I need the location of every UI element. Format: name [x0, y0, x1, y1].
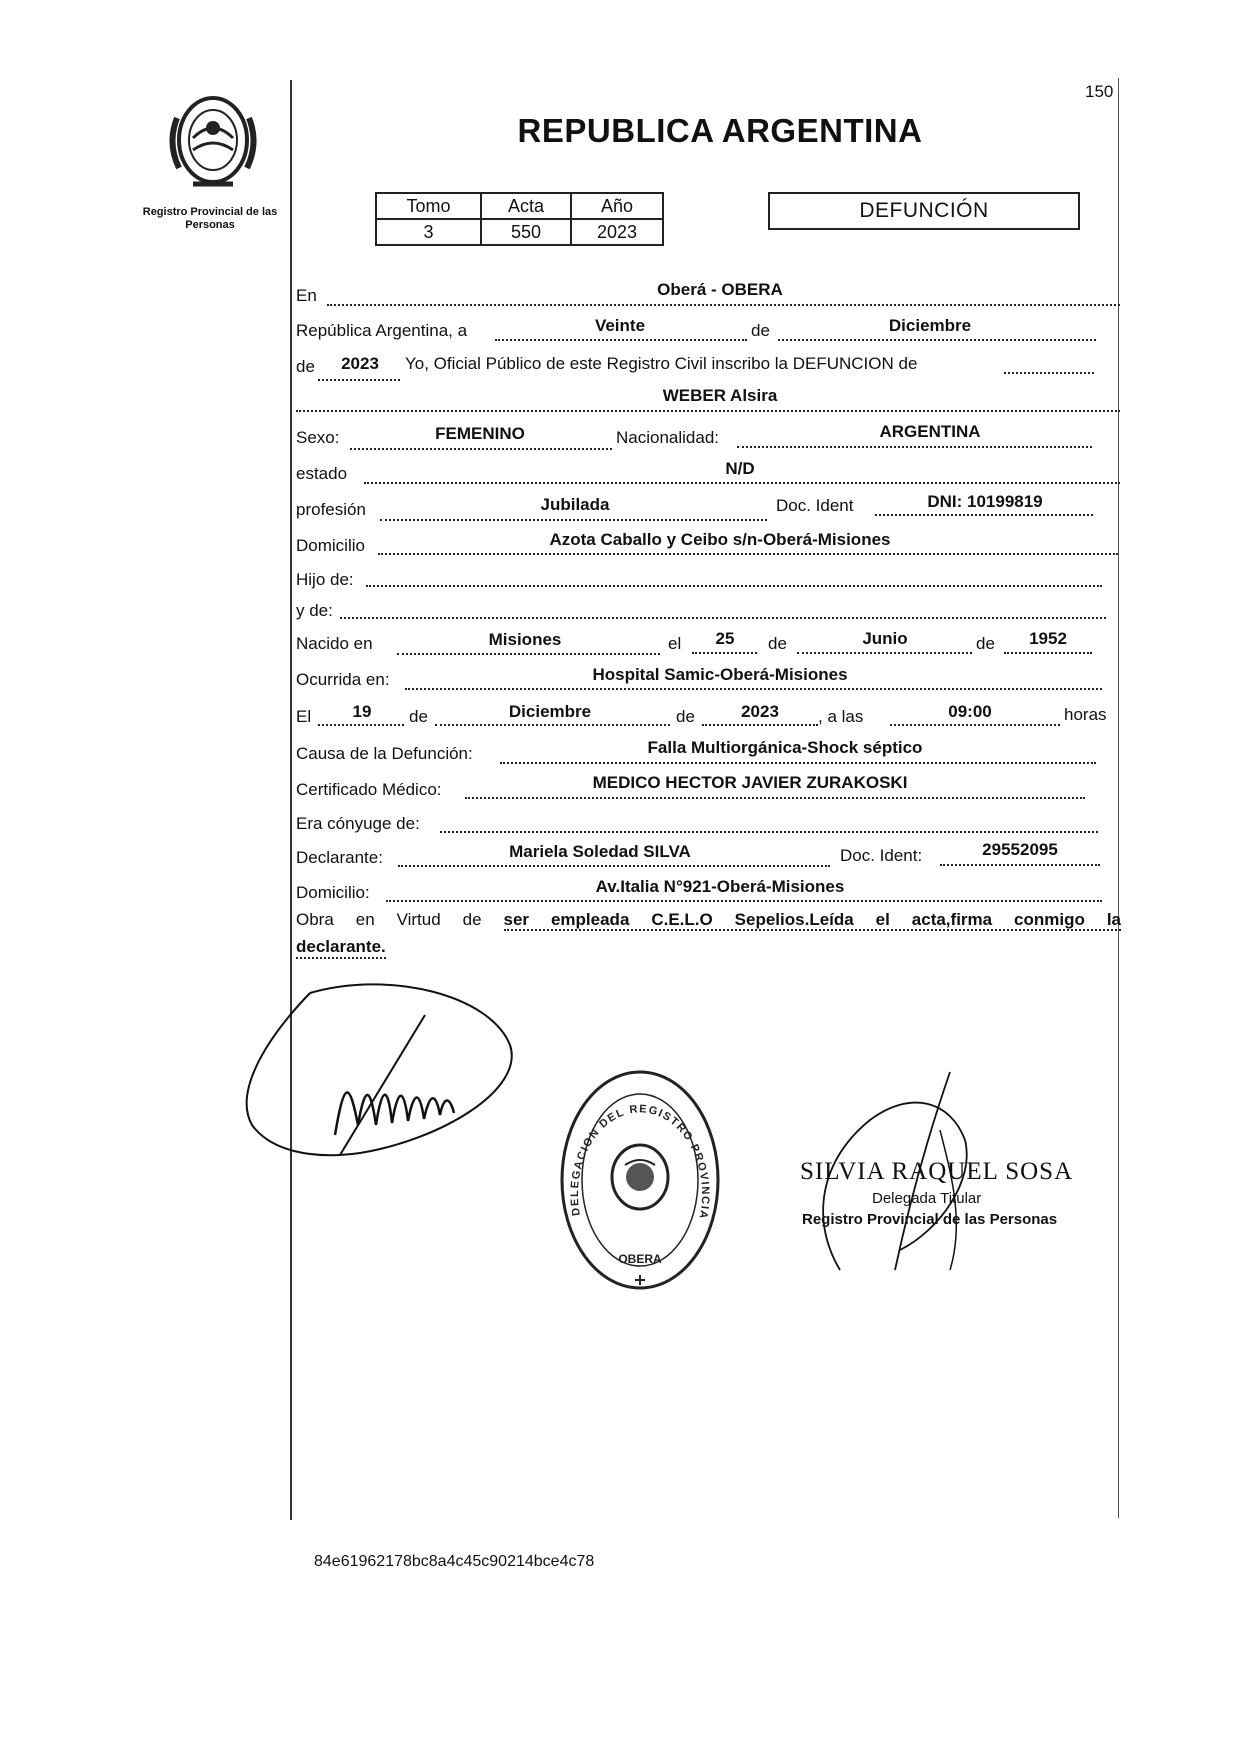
- place-value: Oberá - OBERA: [657, 280, 783, 299]
- death-time-line: [890, 724, 1060, 726]
- decl-domicilio-value: Av.Italia N°921-Oberá-Misiones: [595, 877, 845, 896]
- horas-label: horas: [1064, 705, 1107, 724]
- sexo-value: FEMENINO: [435, 424, 525, 443]
- decl-domicilio-label: Domicilio:: [296, 883, 370, 902]
- el-label: el: [668, 634, 682, 653]
- sexo-line: [350, 448, 612, 450]
- obra-end: declarante.: [296, 937, 386, 959]
- sexo-label: Sexo:: [296, 428, 340, 447]
- col-tomo: Tomo: [376, 193, 481, 219]
- nacionalidad-value: ARGENTINA: [879, 422, 981, 441]
- official-seal: [555, 1065, 725, 1300]
- ocurrida-line: [405, 688, 1102, 690]
- seal-ring-text: DELEGACION DEL REGISTRO PROVINCIA: [568, 1103, 712, 1221]
- profesion-label: profesión: [296, 500, 366, 519]
- decl-doc-label: Doc. Ident:: [840, 846, 923, 865]
- acta-value: 550: [481, 219, 571, 245]
- decl-domicilio-line: [386, 900, 1102, 902]
- estado-line: [364, 482, 1120, 484]
- day-words-value: Veinte: [594, 316, 646, 335]
- month-line: [778, 339, 1096, 341]
- declarante-label: Declarante:: [296, 848, 383, 867]
- birth-day-value: 25: [715, 629, 735, 648]
- right-margin-rule: [1118, 78, 1119, 1518]
- statement-line: [1004, 372, 1094, 374]
- birth-day-line: [692, 652, 757, 654]
- deceased-name-value: WEBER Alsira: [662, 386, 778, 405]
- name-line: [296, 410, 1120, 412]
- doc-ident-line: [875, 514, 1093, 516]
- official-office: Registro Provincial de las Personas: [802, 1211, 1058, 1228]
- svg-text:DELEGACION DEL REGISTRO PROVIN: [555, 1065, 711, 1221]
- nacido-en-label: Nacido en: [296, 634, 373, 653]
- profesion-value: Jubilada: [540, 495, 610, 514]
- death-year-line: [702, 724, 818, 726]
- hijo-de-line: [366, 585, 1102, 587]
- de-label-6: de: [676, 707, 695, 726]
- declarante-value: Mariela Soledad SILVA: [509, 842, 691, 861]
- death-month-line: [435, 724, 670, 726]
- y-de-label: y de:: [296, 601, 333, 620]
- domicilio-line: [378, 553, 1118, 555]
- certificado-label: Certificado Médico:: [296, 780, 442, 799]
- death-day-value: 19: [352, 702, 372, 721]
- causa-line: [500, 762, 1096, 764]
- month-words-value: Diciembre: [888, 316, 972, 335]
- birth-month-value: Junio: [862, 629, 908, 648]
- el-cap-label: El: [296, 707, 312, 726]
- year-line: [318, 379, 400, 381]
- left-margin-rule: [290, 80, 292, 1520]
- document-type-box: DEFUNCIÓN: [768, 192, 1080, 230]
- conyuge-label: Era cónyuge de:: [296, 814, 420, 833]
- estado-value: N/D: [725, 459, 755, 478]
- death-year-value: 2023: [741, 702, 779, 721]
- decl-doc-value: 29552095: [982, 840, 1058, 859]
- office-logo-text: Registro Provincial de las Personas: [142, 206, 278, 231]
- decl-doc-line: [940, 864, 1100, 866]
- obra-text: ser empleada C.E.L.O Sepelios.Leída el acta,firma conmigo la: [503, 910, 1121, 929]
- en-label: En: [296, 286, 317, 305]
- doc-ident-value: DNI: 10199819: [927, 492, 1043, 511]
- province-emblem: [163, 88, 263, 198]
- hijo-de-label: Hijo de:: [296, 570, 354, 589]
- official-name: SILVIA RAQUEL SOSA: [800, 1158, 1074, 1185]
- death-month-value: Diciembre: [508, 702, 592, 721]
- de-label-4: de: [976, 634, 995, 653]
- en-line: [327, 304, 1120, 306]
- birth-month-line: [797, 652, 972, 654]
- birth-year-line: [1004, 652, 1092, 654]
- page-title: REPUBLICA ARGENTINA: [517, 112, 923, 149]
- registry-value-row: [376, 219, 663, 245]
- conyuge-line: [440, 831, 1098, 833]
- causa-value: Falla Multiorgánica-Shock séptico: [647, 738, 923, 757]
- de-label-2: de: [296, 357, 315, 376]
- domicilio-label: Domicilio: [296, 536, 365, 555]
- col-anio: Año: [571, 193, 663, 219]
- declarant-signature: [240, 975, 530, 1190]
- nacido-en-value: Misiones: [488, 630, 562, 649]
- document-hash: 84e61962178bc8a4c45c90214bce4c78: [314, 1553, 595, 1570]
- declarante-line: [398, 865, 830, 867]
- page-number: 150: [1085, 82, 1114, 101]
- nacido-en-line: [397, 653, 660, 655]
- day-line: [495, 339, 747, 341]
- death-day-line: [318, 724, 404, 726]
- birth-year-value: 1952: [1029, 629, 1067, 648]
- a-las-label: , a las: [818, 707, 864, 726]
- de-label-3: de: [768, 634, 787, 653]
- nacionalidad-label: Nacionalidad:: [616, 428, 720, 447]
- registry-header-row: [376, 193, 663, 219]
- year-value: 2023: [341, 354, 379, 373]
- registry-table: [375, 192, 664, 246]
- de-label-5: de: [409, 707, 428, 726]
- doc-ident-label: Doc. Ident: [776, 496, 854, 515]
- statement-text: Yo, Oficial Público de este Registro Civil inscribo la DEFUNCION de: [405, 354, 918, 373]
- ocurrida-label: Ocurrida en:: [296, 670, 390, 689]
- y-de-line: [340, 617, 1106, 619]
- certificado-line: [465, 797, 1085, 799]
- seal-town-text: OBERA: [618, 1252, 662, 1266]
- col-acta: Acta: [481, 193, 571, 219]
- death-time-value: 09:00: [948, 702, 992, 721]
- profesion-line: [380, 519, 767, 521]
- nacionalidad-line: [737, 446, 1092, 448]
- obra-line-1: [296, 910, 1121, 930]
- republica-label: República Argentina, a: [296, 321, 468, 340]
- causa-label: Causa de la Defunción:: [296, 744, 473, 763]
- official-role: Delegada Titular: [872, 1190, 982, 1207]
- estado-label: estado: [296, 464, 348, 483]
- tomo-value: 3: [376, 219, 481, 245]
- domicilio-value: Azota Caballo y Ceibo s/n-Oberá-Misiones: [549, 530, 891, 549]
- ocurrida-value: Hospital Samic-Oberá-Misiones: [592, 665, 848, 684]
- certificado-value: MEDICO HECTOR JAVIER ZURAKOSKI: [592, 773, 908, 792]
- obra-prefix: Obra en Virtud de: [296, 910, 482, 929]
- de-label-1: de: [751, 321, 770, 340]
- anio-value: 2023: [571, 219, 663, 245]
